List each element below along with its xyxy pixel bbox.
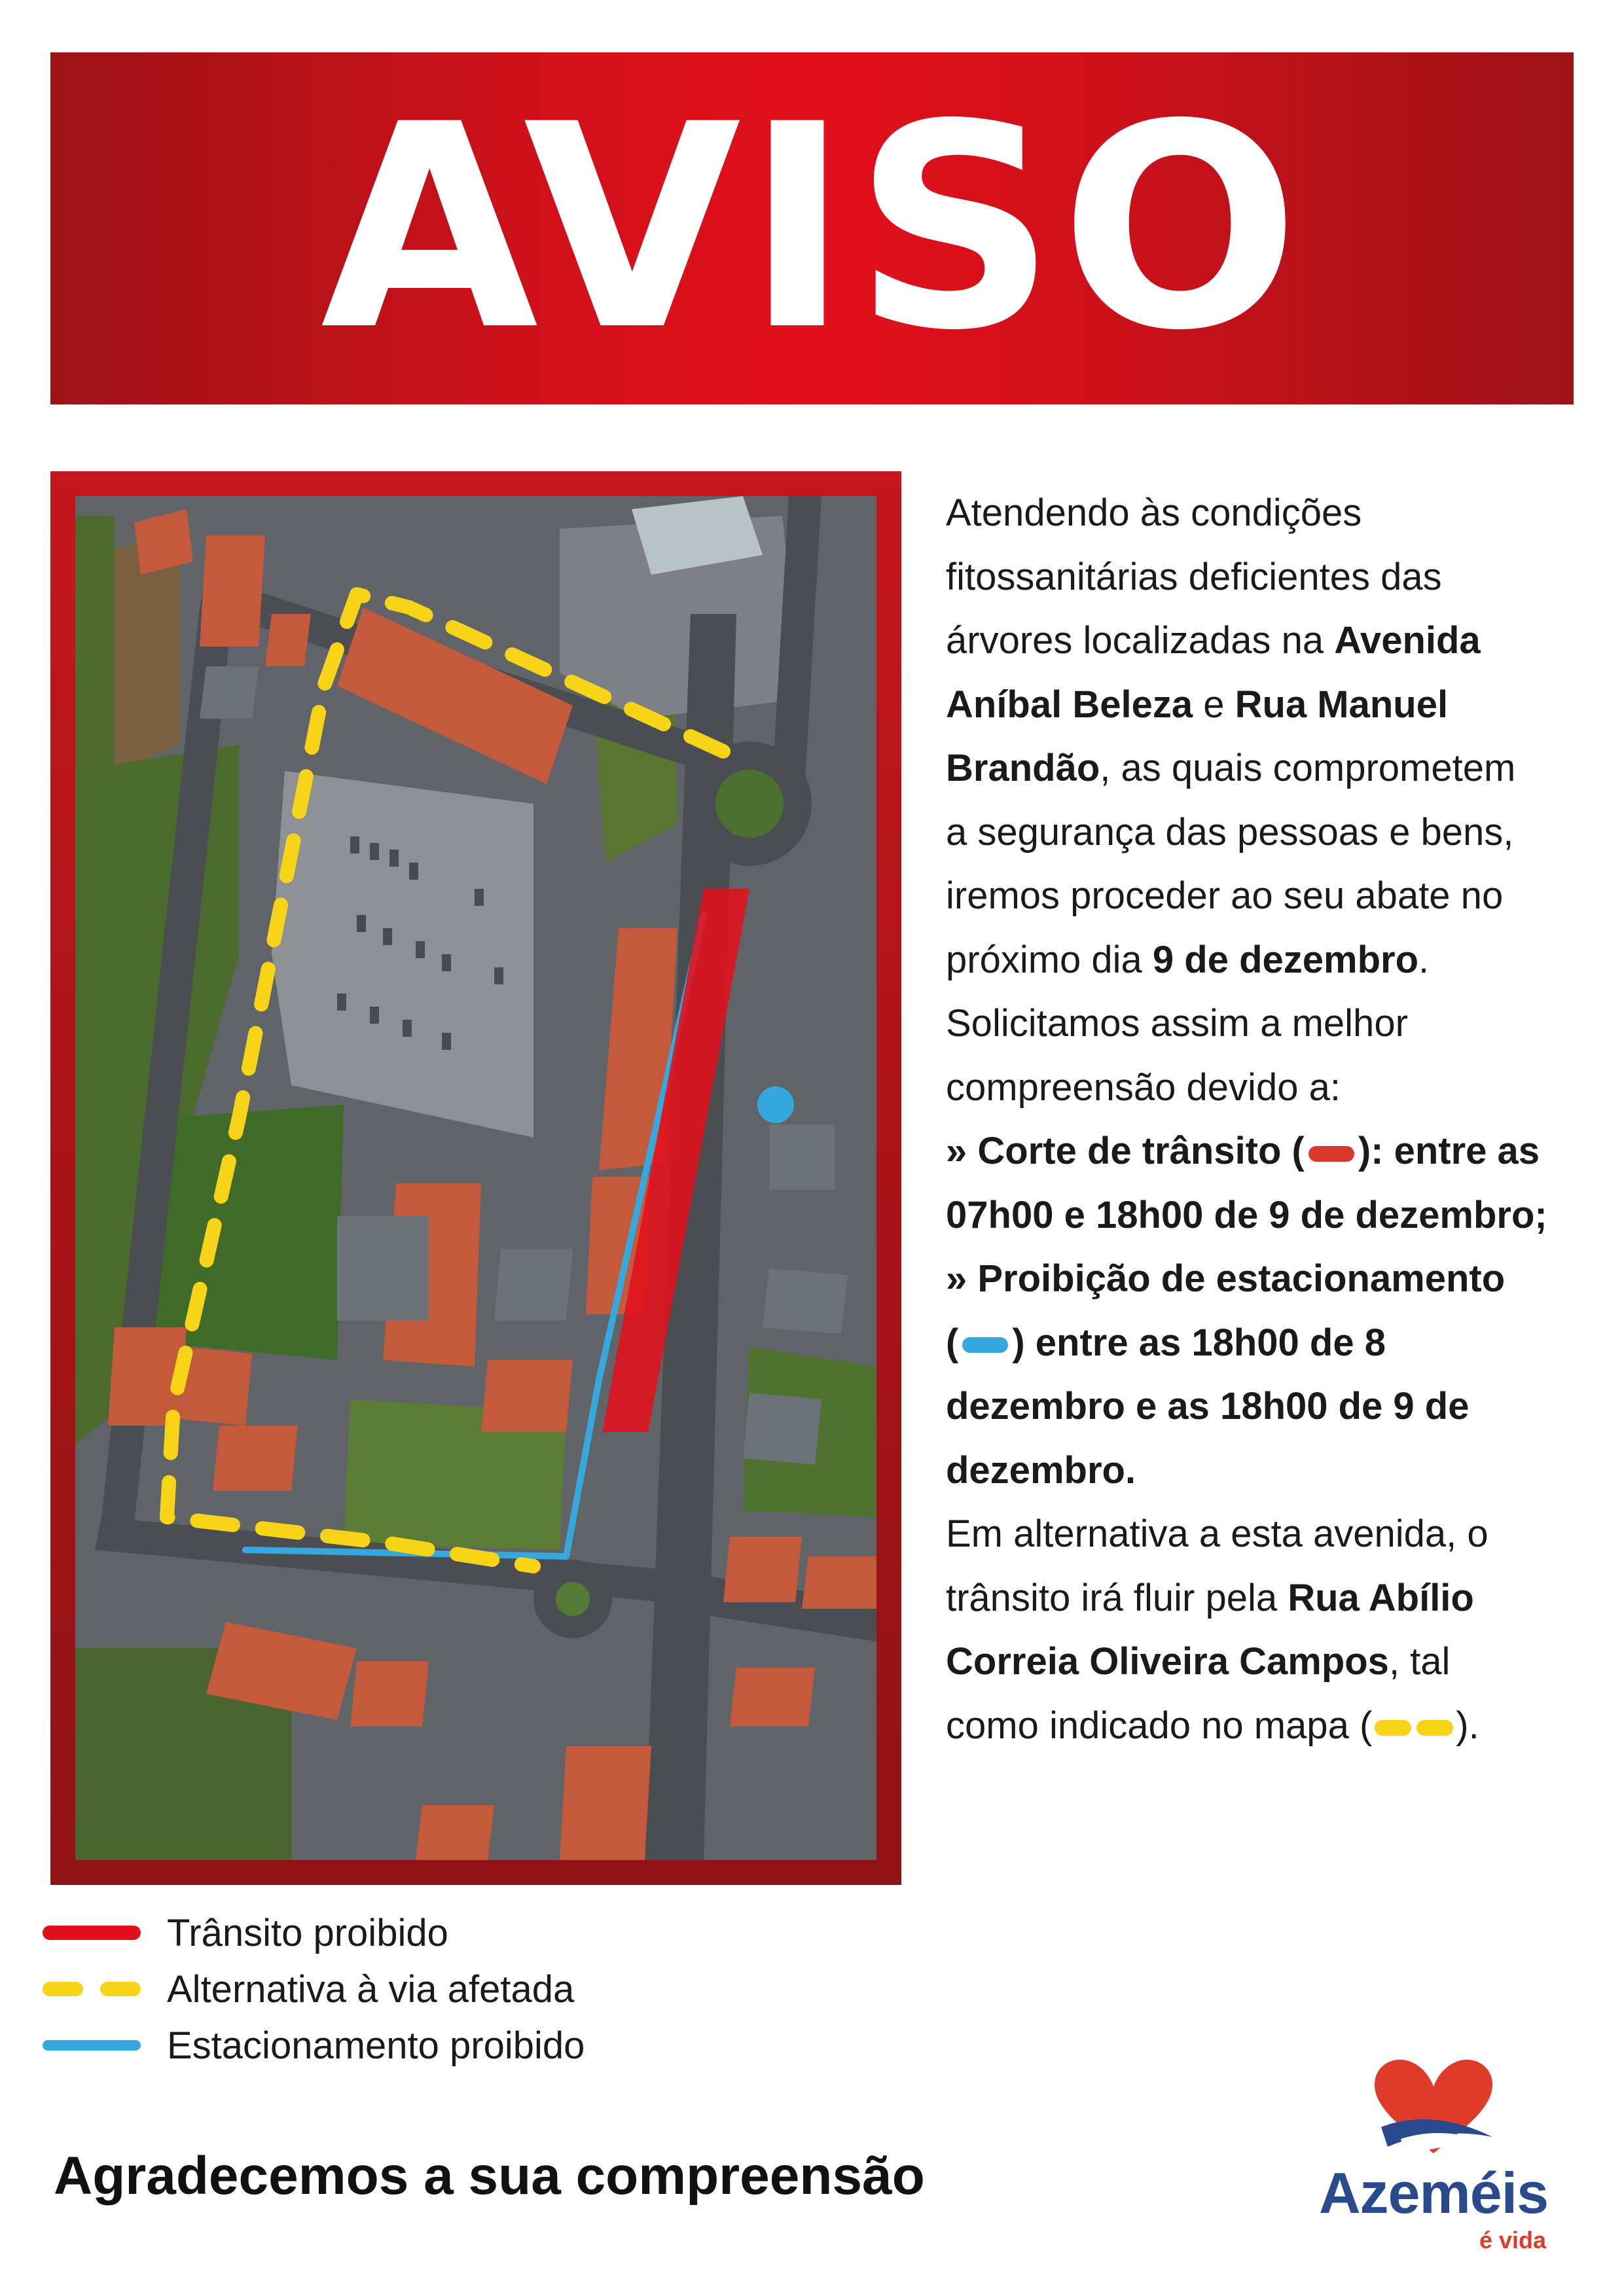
legend-label: Estacionamento proibido	[167, 2024, 585, 2067]
notice-bold-text: Rua Abílio	[1288, 1576, 1474, 1619]
notice-bold-text: Aníbal Beleza	[946, 683, 1193, 726]
notice-line	[946, 1630, 1600, 1694]
notice-bold-text: Correia Oliveira Campos	[946, 1640, 1389, 1683]
logo-tagline: é vida	[1479, 2227, 1546, 2253]
notice-bold-text: dezembro.	[946, 1448, 1136, 1492]
red-line-swatch	[43, 1926, 141, 1940]
notice-line	[946, 1183, 1600, 1247]
notice-bold-text: (	[946, 1321, 959, 1364]
notice-line	[946, 1247, 1600, 1311]
notice-bold-text: 07h00 e 18h00 de 9 de dezembro;	[946, 1193, 1547, 1236]
yellow-swatch	[1375, 1720, 1411, 1736]
blue-line-swatch	[43, 2040, 141, 2051]
notice-text-segment: Solicitamos assim a melhor	[946, 1002, 1408, 1045]
notice-line	[946, 1056, 1600, 1120]
aerial-map-drawing	[75, 496, 876, 1860]
heart-wave-icon	[1303, 2055, 1564, 2166]
legend-label: Trânsito proibido	[167, 1911, 448, 1954]
legend-item-alternative-route	[43, 1961, 585, 2017]
notice-line	[946, 800, 1600, 865]
notice-bold-text: » Corte de trânsito (	[946, 1130, 1305, 1172]
blue-swatch	[962, 1337, 1008, 1353]
notice-line	[946, 1374, 1600, 1439]
notice-text-segment: compreensão devido a:	[946, 1066, 1341, 1109]
notice-bold-text: Avenida	[1334, 619, 1481, 662]
notice-text-segment: , tal	[1388, 1640, 1451, 1683]
notice-line	[946, 992, 1600, 1056]
map-frame	[50, 471, 901, 1885]
yellow-swatch	[1416, 1720, 1453, 1736]
notice-text-segment: Em alternativa a esta avenida, o	[946, 1513, 1489, 1555]
notice-text-segment: fitossanitárias deficientes das	[946, 555, 1442, 598]
notice-line	[946, 545, 1600, 609]
notice-text-segment: próximo dia	[946, 938, 1153, 981]
notice-text-segment: trânsito irá fluir pela	[946, 1576, 1288, 1619]
legend-item-parking-ban	[43, 2017, 585, 2073]
notice-bold-text: dezembro e as 18h00 de 9 de	[946, 1385, 1470, 1427]
legend-label: Alternativa à via afetada	[167, 1967, 575, 2011]
notice-bold-text: ): entre as	[1358, 1130, 1540, 1172]
notice-text-segment: , as quais comprometem	[1100, 747, 1516, 789]
page-title: AVISO	[320, 65, 1304, 392]
notice-line	[946, 1119, 1600, 1183]
yellow-dashed-line-swatch	[43, 1982, 141, 1996]
notice-line	[946, 736, 1600, 800]
notice-text	[946, 481, 1600, 1757]
notice-text-segment: como indicado no mapa (	[946, 1704, 1373, 1747]
red-swatch	[1308, 1146, 1354, 1162]
aerial-map	[75, 496, 876, 1860]
notice-text-segment: a segurança das pessoas e bens,	[946, 810, 1514, 853]
notice-bold-text: Rua Manuel	[1235, 683, 1449, 726]
notice-line	[946, 1439, 1600, 1503]
notice-bold-text: 9 de dezembro	[1152, 938, 1419, 981]
notice-line	[946, 1694, 1600, 1758]
notice-line	[946, 928, 1600, 992]
notice-bold-text: » Proibição de estacionamento	[946, 1257, 1506, 1300]
thanks-message: Agradecemos a sua compreensão	[54, 2146, 925, 2206]
azemeis-logo	[1303, 2055, 1564, 2251]
notice-line	[946, 1311, 1600, 1375]
notice-text-segment: e	[1193, 683, 1235, 726]
notice-bold-text: Brandão	[946, 747, 1100, 789]
notice-text-segment: árvores localizadas na	[946, 619, 1335, 662]
notice-text-segment: .	[1418, 938, 1430, 981]
logo-wordmark: Azeméis	[1318, 2161, 1549, 2225]
notice-line	[946, 673, 1600, 737]
notice-line	[946, 481, 1600, 545]
notice-line	[946, 609, 1600, 673]
legend-item-traffic-ban	[43, 1905, 585, 1961]
notice-line	[946, 864, 1600, 928]
header-banner	[50, 52, 1574, 404]
notice-line	[946, 1566, 1600, 1630]
notice-text-segment: iremos proceder ao seu abate no	[946, 874, 1504, 917]
notice-line	[946, 1502, 1600, 1566]
notice-text-segment: ).	[1456, 1704, 1479, 1747]
map-legend	[43, 1905, 585, 2073]
notice-bold-text: ) entre as 18h00 de 8	[1012, 1321, 1386, 1364]
notice-text-segment: Atendendo às condições	[946, 492, 1362, 534]
